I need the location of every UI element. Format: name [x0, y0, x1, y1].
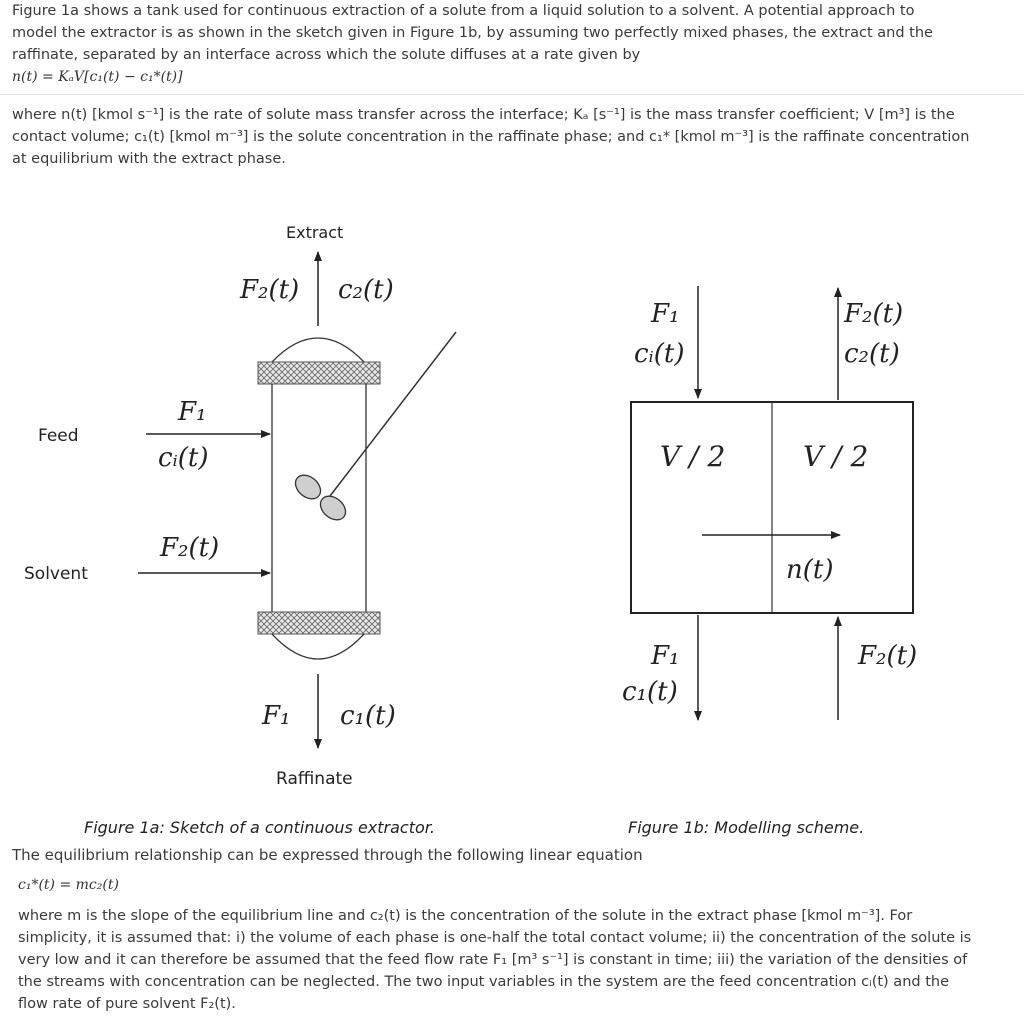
feed-flow-label: F₁ — [178, 397, 207, 427]
extract-flow-label: F₂(t) — [844, 299, 904, 329]
top-flange — [258, 362, 380, 384]
feed-conc-label: cᵢ(t) — [634, 339, 685, 369]
figure-1b-caption: Figure 1b: Modelling scheme. — [628, 818, 865, 837]
closing-line: very low and it can therefore be assumed that the feed flow rate F₁ [m³ s⁻¹] is constant in time; iii) the variation of the densities of — [18, 952, 968, 968]
definitions-line: where n(t) [kmol s⁻¹] is the rate of solute mass transfer across the interface; Kₐ [s⁻¹] is the mass transfer coefficient; V [m³] is the — [12, 107, 955, 123]
equilibrium-equation: c₁*(t) = mc₂(t) — [18, 877, 119, 893]
raffinate-label: Raffinate — [276, 769, 353, 789]
impeller-blade — [316, 491, 350, 524]
raffinate-flow-label: F₁ — [651, 641, 680, 671]
impeller-blade — [291, 470, 325, 503]
extract-conc-label: c₂(t) — [338, 275, 394, 305]
feed-label: Feed — [38, 426, 79, 446]
extract-flow-label: F₂(t) — [240, 275, 300, 305]
figures-area — [0, 205, 1024, 805]
solvent-label: Solvent — [24, 564, 88, 584]
closing-paragraph — [18, 905, 1022, 1015]
closing-line: flow rate of pure solvent F₂(t). — [18, 996, 236, 1012]
closing-line: the streams with concentration can be neglected. The two input variables in the system are the feed concentration cᵢ(t) and the — [18, 974, 949, 990]
figure-1a-caption: Figure 1a: Sketch of a continuous extractor. — [84, 818, 435, 837]
feed-flow-label: F₁ — [651, 299, 680, 329]
figure-1b — [622, 286, 917, 720]
divider — [0, 94, 1024, 95]
extract-label: Extract — [286, 223, 344, 242]
mass-transfer-label: n(t) — [786, 555, 834, 585]
bottom-flange — [258, 612, 380, 634]
tank-top-dome — [272, 338, 364, 362]
closing-line: simplicity, it is assumed that: i) the volume of each phase is one-half the total contact volume; ii) the concentration of the solute is — [18, 930, 972, 946]
solvent-flow-label: F₂(t) — [858, 641, 918, 671]
closing-line: where m is the slope of the equilibrium line and c₂(t) is the concentration of the solute in the extract phase [kmol m⁻³]. For — [18, 908, 913, 924]
raffinate-conc-label: c₁(t) — [622, 677, 678, 707]
raffinate-flow-label: F₁ — [262, 701, 291, 731]
intro-paragraph — [12, 0, 1012, 66]
rate-equation: n(t) = KₐV[c₁(t) − c₁*(t)] — [12, 69, 183, 85]
definitions-line: contact volume; c₁(t) [kmol m⁻³] is the solute concentration in the raffinate phase; and c₁* [kmol m⁻³] is the raffinate concentration — [12, 129, 970, 145]
equilibrium-intro: The equilibrium relationship can be expressed through the following linear equation — [12, 846, 643, 864]
definitions-paragraph — [12, 104, 1017, 170]
intro-line: raffinate, separated by an interface across which the solute diffuses at a rate given by — [12, 47, 641, 63]
raffinate-volume-label: V / 2 — [660, 440, 726, 473]
feed-conc-label: cᵢ(t) — [158, 443, 209, 473]
intro-line: Figure 1a shows a tank used for continuous extraction of a solute from a liquid solution to a solvent. A potential approach to — [12, 3, 915, 19]
figure-1a — [24, 223, 456, 789]
tank-bottom-dome — [272, 634, 364, 659]
intro-line: model the extractor is as shown in the sketch given in Figure 1b, by assuming two perfectly mixed phases, the extract and the — [12, 25, 933, 41]
extract-conc-label: c₂(t) — [844, 339, 900, 369]
stirrer-shaft — [330, 332, 456, 496]
definitions-line: at equilibrium with the extract phase. — [12, 151, 286, 167]
raffinate-conc-label: c₁(t) — [340, 701, 396, 731]
solvent-flow-label: F₂(t) — [160, 533, 220, 563]
extract-volume-label: V / 2 — [803, 440, 869, 473]
